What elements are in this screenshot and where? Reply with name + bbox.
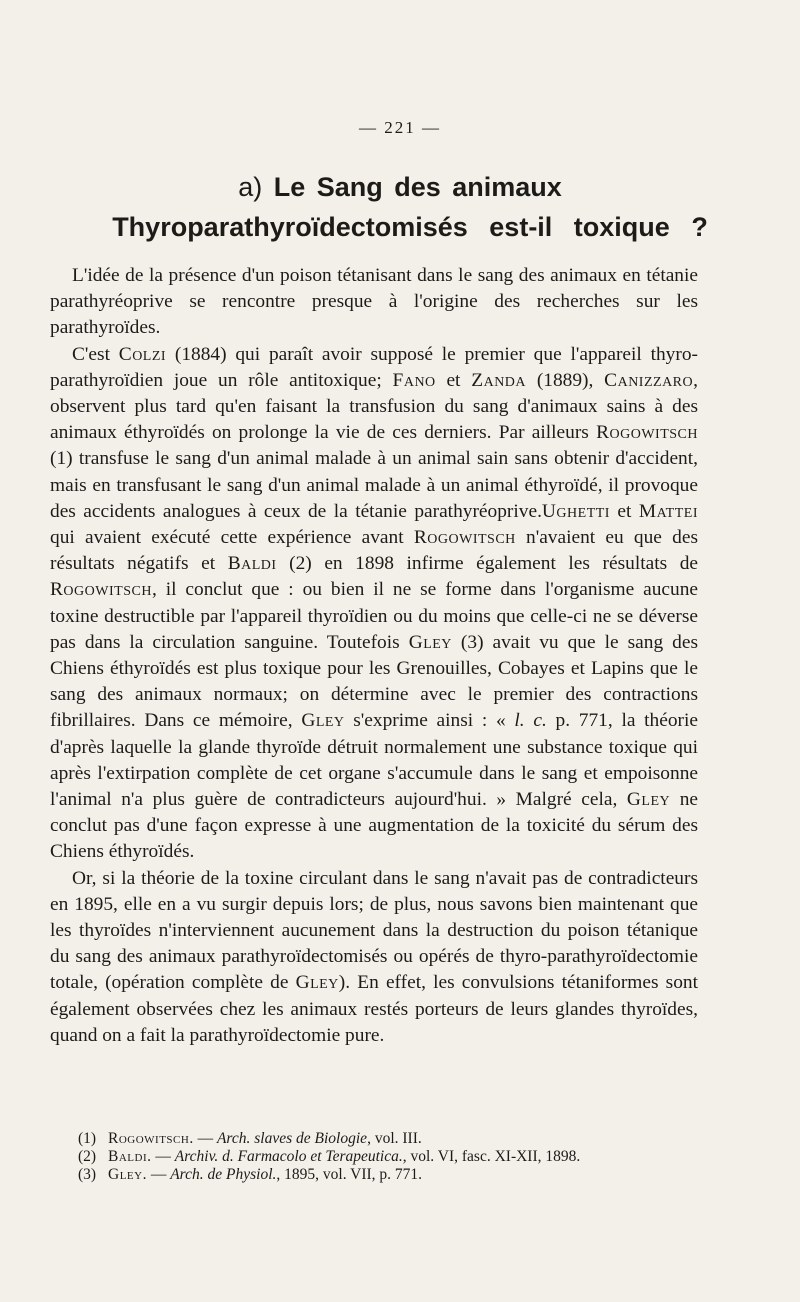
footnote-number: (3) [78, 1166, 97, 1183]
footnotes [78, 1130, 738, 1184]
footnote-journal: Archiv. d. Farmacolo et Terapeutica. [174, 1148, 403, 1165]
section-title-line-2: Thyroparathyroïdectomisés est-il toxique ? [112, 212, 708, 242]
paragraph: L'idée de la présence d'un poison tétanisant dans le sang des animaux en tétanie parathyréoprive se rencontre presque à l'origine des recherches sur les parathyroïdes. [50, 265, 698, 339]
author-name: Colzi [118, 343, 167, 365]
citation-abbrev: l. c. [514, 710, 547, 732]
footnote-details: , vol. III. [367, 1130, 422, 1147]
footnote: (2) Baldi. — Archiv. d. Farmacolo et Terapeutica., vol. VI, fasc. XI-XII, 1898. [78, 1148, 581, 1165]
footnote-number: (1) [78, 1130, 97, 1147]
page-number: — 221 — [359, 118, 441, 137]
author-name: Canizzaro [604, 369, 694, 391]
footnote-details: , vol. VI, fasc. XI-XII, 1898. [402, 1148, 581, 1165]
footnote-journal: Arch. de Physiol. [170, 1166, 277, 1183]
author-name: Gley [301, 710, 345, 732]
footnote-author: Gley. [108, 1166, 147, 1183]
footnote: (3) Gley. — Arch. de Physiol., 1895, vol. VII, p. 771. [78, 1166, 423, 1183]
author-name: Rogowitsch [596, 422, 698, 444]
author-name: Fano [392, 369, 436, 391]
author-name: Gley [295, 972, 339, 994]
footnote-author: Baldi. [108, 1148, 152, 1165]
author-name: Ughetti [541, 500, 610, 522]
section-label: a) [238, 172, 263, 202]
footnote: (1) Rogowitsch. — Arch. slaves de Biologie, vol. III. [78, 1130, 422, 1147]
paragraph: C'est Colzi (1884) qui paraît avoir supposé le premier que l'appareil thyro-parathyroïdien joue un rôle antitoxique; Fano et Zanda (1889), Canizzaro, observent plus tard qu'en faisant la transfusion du sang d'animaux sains à des animaux éthyroïdés on prolonge la vie de ces derniers. Par ailleurs Rogowitsch (1) transfuse le sang d'un animal malade à un animal sain sans obtenir d'accident, mais en transfusant le sang d'un animal malade à un animal éthyroïdé, il provoque des accidents analogues à ceux de la tétanie parathyréoprive.Ughetti et Mattei qui avaient exécuté cette expérience avant Rogowitsch n'avaient eu que des résultats négatifs et Baldi (2) en 1898 infirme également les résultats de Rogowitsch, il conclut que : ou bien il ne se forme dans l'organisme aucune toxine destructible par l'appareil thyroïdien ou du moins que celle-ci ne se déverse pas dans la circulation sanguine. Toutefois Gley (3) avait vu que le sang des Chiens éthyroïdés est plus toxique pour les Grenouilles, Cobayes et Lapins que le sang des animaux normaux; on détermine avec le premier des contractions fibrillaires. Dans ce mémoire, Gley s'exprime ainsi : « l. c. p. 771, la théorie d'après laquelle la glande thyroïde détruit normalement une substance toxique qui après l'extirpation complète de cet organe s'accumule dans le sang et empoisonne l'animal n'a plus guère de contradicteurs aujourd'hui. » Malgré cela, Gley ne conclut pas d'une façon expresse à une augmentation de la toxicité du sérum des Chiens éthyroïdés. [50, 343, 698, 863]
author-name: Rogowitsch [50, 579, 152, 601]
author-name: Gley [408, 631, 452, 653]
footnote-author: Rogowitsch. [108, 1130, 194, 1147]
author-name: Gley [626, 789, 671, 811]
paragraph: Or, si la théorie de la toxine circulant dans le sang n'avait pas de contradicteurs en 1895, elle en a vu surgir depuis lors; de plus, nous savons bien maintenant que les thyroïdes n'interviennent aucunement dans la destruction du poison tétanique du sang des animaux parathyroïdectomisés ou opérés de thyro-parathyroïdectomie totale, (opération complète de Gley). En effet, les convulsions tétaniformes sont également observées chez les animaux restés porteurs de leurs glandes thyroïdes, quand on a fait la parathyroïdectomie pure. [50, 867, 698, 1046]
section-title-line-1 [0, 172, 800, 203]
title-text-1: Le Sang des animaux [273, 172, 562, 202]
footnote-journal: Arch. slaves de Biologie [216, 1130, 368, 1147]
footnote-details: , 1895, vol. VII, p. 771. [276, 1166, 423, 1183]
author-name: Zanda [471, 369, 527, 391]
body-text [50, 263, 698, 1049]
footnote-number: (2) [78, 1148, 97, 1165]
author-name: Mattei [638, 500, 698, 522]
author-name: Baldi [227, 553, 277, 575]
author-name: Rogowitsch [413, 527, 516, 549]
